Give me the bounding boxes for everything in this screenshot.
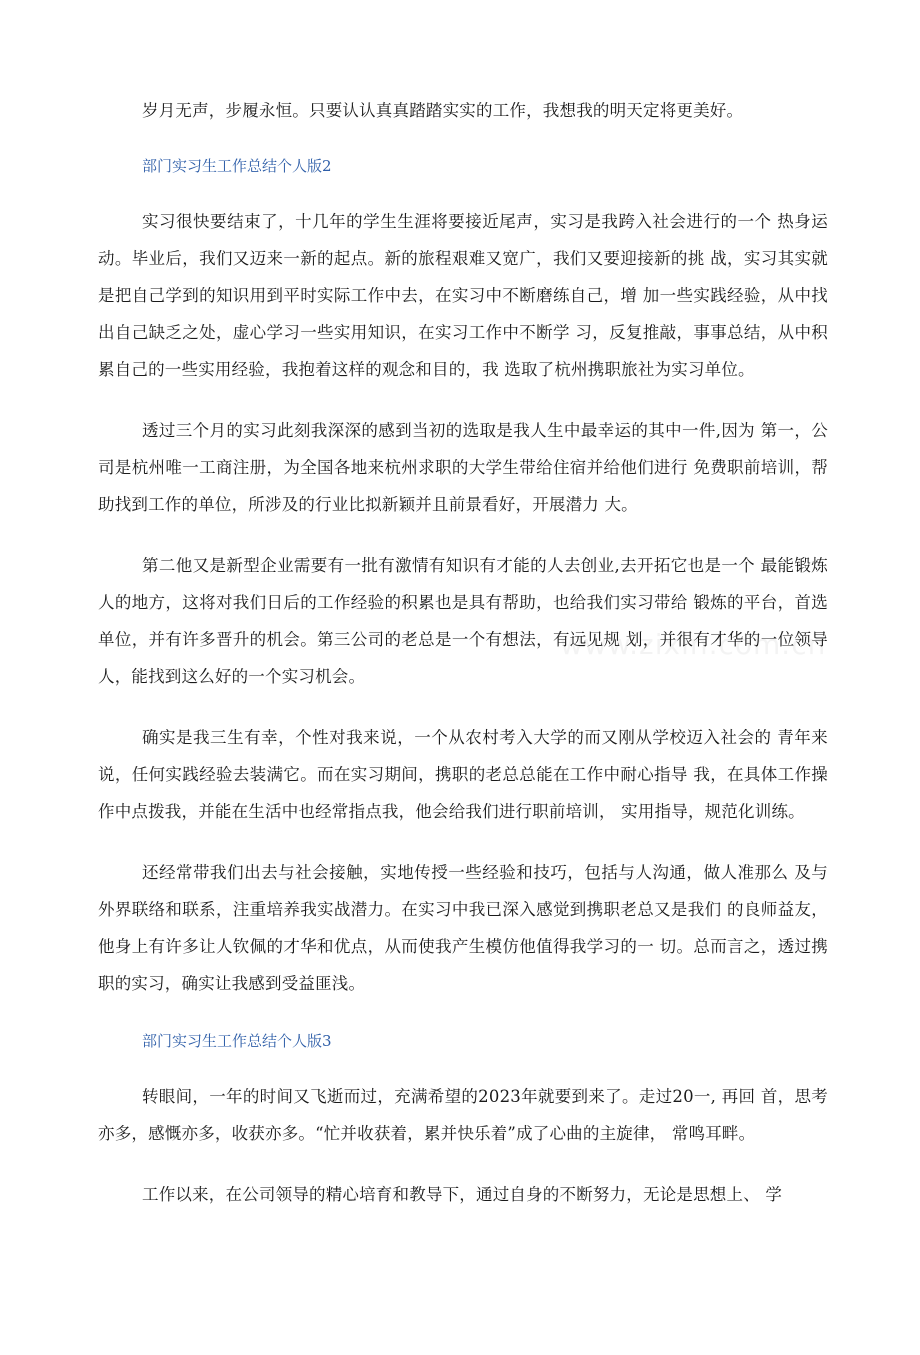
paragraph-internship-intro: 实习很快要结束了，十几年的学生生涯将要接近尾声，实习是我跨入社会进行的一个 热身运动。毕业后，我们又迈来一新的起点。新的旅程艰难又宽广，我们又要迎接新的挑 战，实习其实就是把自己学到的知识用到平时实际工作中去，在实习中不断磨练自己，增 加一些实践经验，从中找出自己缺乏之处，虚心学习一些实用知识，在实习工作中不断学 习，反复推敲，事事总结，从中积累自己的一些实用经验，我抱着这样的观念和目的，我 选取了杭州携职旅社为实习单位。 [98,212,828,379]
paragraph-year-passing: 转眼间，一年的时间又飞逝而过，充满希望的2023年就要到来了。走过20一, 再回 首，思考亦多，感慨亦多，收获亦多。“忙并收获着，累并快乐着”成了心曲的主旋律， 常鸣耳畔。 [98,1087,828,1143]
paragraph-three-months: 透过三个月的实习此刻我深深的感到当初的选取是我人生中最幸运的其中一件,因为 第一，公司是杭州唯一工商注册，为全国各地来杭州求职的大学生带给住宿并给他们进行 免费职前培训，帮助找到工作的单位，所涉及的行业比拟新颖并且前景看好，开展潜力 大。 [98,421,828,514]
document-body [98,92,828,1237]
paragraph-fortunate: 确实是我三生有幸，个性对我来说，一个从农村考入大学的而又刚从学校迈入社会的 青年来说，任何实践经验去装满它。而在实习期间，携职的老总总能在工作中耐心指导 我，在具体工作操作中点拨我，并能在生活中也经常指点我，他会给我们进行职前培训， 实用指导，规范化训练。 [98,728,828,821]
paragraph-work-since: 工作以来，在公司领导的精心培育和教导下，通过自身的不断努力，无论是思想上、 学 [142,1185,783,1204]
section-heading-2: 部门实习生工作总结个人版2 [142,157,332,175]
paragraph-closing: 岁月无声，步履永恒。只要认认真真踏踏实实的工作，我想我的明天定将更美好。 [142,101,744,120]
paragraph-new-enterprise: 第二他又是新型企业需要有一批有激情有知识有才能的人去创业,去开拓它也是一个 最能锻炼人的地方，这将对我们日后的工作经验的积累也是具有帮助，也给我们实习带给 锻炼的平台，首选单位，并有许多晋升的机会。第三公司的老总是一个有想法，有远见规 划，并很有才华的一位领导人，能找到这么好的一个实习机会。 [98,556,828,686]
section-heading-3: 部门实习生工作总结个人版3 [142,1032,332,1050]
paragraph-social-contact: 还经常带我们出去与社会接触，实地传授一些经验和技巧，包括与人沟通，做人准那么 及与外界联络和联系，注重培养我实战潜力。在实习中我已深入感觉到携职老总又是我们 的良师益友，他身上有许多让人钦佩的才华和优点，从而使我产生模仿他值得我学习的一 切。总而言之，透过携职的实习，确实让我感到受益匪浅。 [98,863,828,993]
